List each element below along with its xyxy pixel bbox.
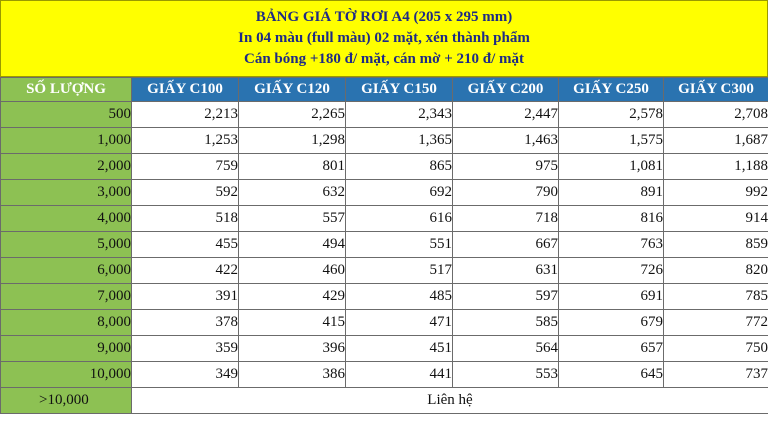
- price-cell: 691: [559, 284, 664, 310]
- quantity-cell: 6,000: [1, 258, 132, 284]
- paper-header: GIẤY C300: [664, 78, 768, 102]
- table-header-row: [1, 78, 768, 102]
- table-row: [1, 284, 768, 310]
- price-cell: 485: [346, 284, 453, 310]
- quantity-cell: 8,000: [1, 310, 132, 336]
- table-row: [1, 154, 768, 180]
- price-cell: 1,463: [453, 128, 559, 154]
- table-row: [1, 102, 768, 128]
- price-cell: 631: [453, 258, 559, 284]
- price-cell: 616: [346, 206, 453, 232]
- quantity-cell: 10,000: [1, 362, 132, 388]
- price-cell: 692: [346, 180, 453, 206]
- price-cell: 451: [346, 336, 453, 362]
- price-cell: 718: [453, 206, 559, 232]
- price-cell: 1,081: [559, 154, 664, 180]
- price-cell: 801: [239, 154, 346, 180]
- price-cell: 441: [346, 362, 453, 388]
- title-print-spec: In 04 màu (full màu) 02 mặt, xén thành phẩm: [238, 30, 530, 46]
- price-cell: 2,265: [239, 102, 346, 128]
- table-row: [1, 336, 768, 362]
- price-cell: 1,188: [664, 154, 768, 180]
- price-cell: 378: [132, 310, 239, 336]
- price-cell: 645: [559, 362, 664, 388]
- title-lamination-note: Cán bóng +180 đ/ mặt, cán mờ + 210 đ/ mặt: [243, 51, 524, 67]
- price-cell: 564: [453, 336, 559, 362]
- quantity-cell-over: >10,000: [1, 388, 132, 414]
- quantity-cell: 7,000: [1, 284, 132, 310]
- price-cell: 460: [239, 258, 346, 284]
- price-cell: 553: [453, 362, 559, 388]
- price-cell: 396: [239, 336, 346, 362]
- quantity-cell: 4,000: [1, 206, 132, 232]
- table-row: [1, 232, 768, 258]
- price-cell: 859: [664, 232, 768, 258]
- price-cell: 785: [664, 284, 768, 310]
- price-cell: 391: [132, 284, 239, 310]
- quantity-cell: 9,000: [1, 336, 132, 362]
- price-cell: 759: [132, 154, 239, 180]
- title-banner: [0, 0, 768, 77]
- price-cell: 2,343: [346, 102, 453, 128]
- price-cell: 551: [346, 232, 453, 258]
- price-cell: 1,365: [346, 128, 453, 154]
- price-cell: 816: [559, 206, 664, 232]
- price-cell: 679: [559, 310, 664, 336]
- price-cell: 772: [664, 310, 768, 336]
- price-cell: 726: [559, 258, 664, 284]
- price-cell: 2,447: [453, 102, 559, 128]
- price-cell: 592: [132, 180, 239, 206]
- quantity-cell: 500: [1, 102, 132, 128]
- price-cell: 820: [664, 258, 768, 284]
- table-row: [1, 180, 768, 206]
- quantity-header: SỐ LƯỢNG: [1, 78, 132, 102]
- price-cell: 455: [132, 232, 239, 258]
- quantity-cell: 3,000: [1, 180, 132, 206]
- price-cell: 865: [346, 154, 453, 180]
- price-cell: 518: [132, 206, 239, 232]
- price-cell: 914: [664, 206, 768, 232]
- price-table: [0, 77, 768, 414]
- price-cell: 992: [664, 180, 768, 206]
- price-cell: 557: [239, 206, 346, 232]
- price-cell: 790: [453, 180, 559, 206]
- price-cell: 1,575: [559, 128, 664, 154]
- price-cell: 471: [346, 310, 453, 336]
- table-row: [1, 258, 768, 284]
- price-cell: 632: [239, 180, 346, 206]
- title-heading: BẢNG GIÁ TỜ RƠI A4 (205 x 295 mm): [255, 9, 513, 25]
- price-cell: 667: [453, 232, 559, 258]
- price-cell: 386: [239, 362, 346, 388]
- price-cell: 517: [346, 258, 453, 284]
- quantity-cell: 1,000: [1, 128, 132, 154]
- price-cell: 763: [559, 232, 664, 258]
- price-cell: 349: [132, 362, 239, 388]
- price-cell: 422: [132, 258, 239, 284]
- table-row: [1, 310, 768, 336]
- price-cell: 359: [132, 336, 239, 362]
- price-cell: 2,213: [132, 102, 239, 128]
- quantity-cell: 2,000: [1, 154, 132, 180]
- contact-cell: Liên hệ: [132, 388, 768, 414]
- table-row: [1, 128, 768, 154]
- price-cell: 1,687: [664, 128, 768, 154]
- quantity-cell: 5,000: [1, 232, 132, 258]
- price-cell: 585: [453, 310, 559, 336]
- paper-header: GIẤY C250: [559, 78, 664, 102]
- price-cell: 1,253: [132, 128, 239, 154]
- price-cell: 2,578: [559, 102, 664, 128]
- paper-header: GIẤY C100: [132, 78, 239, 102]
- price-cell: 1,298: [239, 128, 346, 154]
- table-row: [1, 362, 768, 388]
- price-cell: 750: [664, 336, 768, 362]
- price-cell: 975: [453, 154, 559, 180]
- price-cell: 657: [559, 336, 664, 362]
- price-table-body: [1, 102, 768, 414]
- price-cell: 429: [239, 284, 346, 310]
- price-cell: 737: [664, 362, 768, 388]
- table-row-contact: [1, 388, 768, 414]
- paper-header: GIẤY C200: [453, 78, 559, 102]
- price-cell: 597: [453, 284, 559, 310]
- price-cell: 415: [239, 310, 346, 336]
- paper-header: GIẤY C120: [239, 78, 346, 102]
- table-row: [1, 206, 768, 232]
- paper-header: GIẤY C150: [346, 78, 453, 102]
- price-cell: 891: [559, 180, 664, 206]
- price-cell: 2,708: [664, 102, 768, 128]
- price-cell: 494: [239, 232, 346, 258]
